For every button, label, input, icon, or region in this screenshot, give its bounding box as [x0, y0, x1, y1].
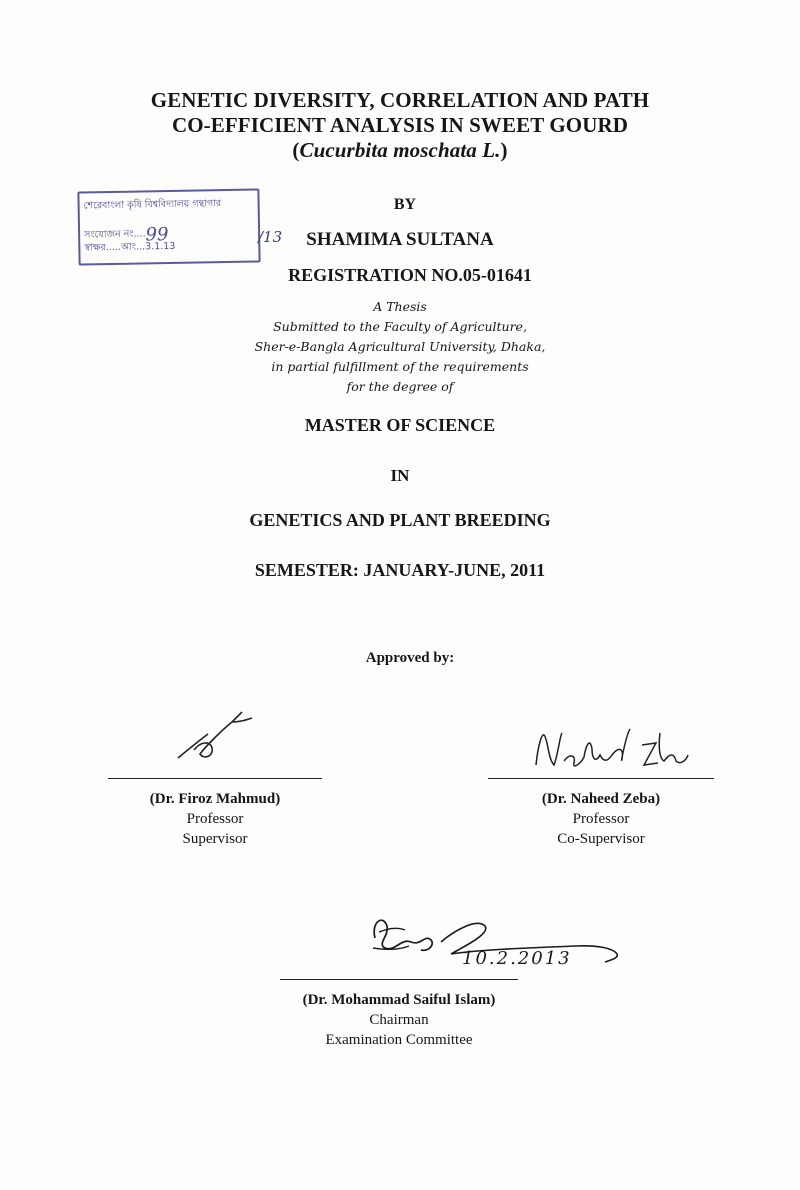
thesis-line-4: in partial fulfillment of the requirements: [271, 359, 529, 374]
signatory-name: (Dr. Mohammad Saiful Islam): [302, 992, 496, 1008]
thesis-line-5: for the degree of: [346, 379, 454, 394]
signatory-title: Professor: [572, 811, 630, 827]
library-stamp: [77, 188, 260, 265]
signature-line: [488, 778, 714, 779]
signatory-role: Supervisor: [182, 831, 248, 847]
scientific-name: Cucurbita moschata L.: [299, 138, 501, 162]
handwritten-date: 10.2.2013: [462, 948, 572, 969]
title-line-1: GENETIC DIVERSITY, CORRELATION AND PATH: [150, 88, 650, 112]
thesis-statement: [200, 297, 600, 397]
by-label: BY: [393, 196, 417, 213]
thesis-line-1: A Thesis: [373, 299, 427, 314]
stamp-line-3: স্বাক্ষর.....আং...3.1.13: [84, 240, 176, 254]
co-supervisor-signature: [530, 725, 690, 780]
signatory-supervisor: [108, 778, 322, 849]
thesis-line-3: Sher-e-Bangla Agricultural University, Dhaka,: [254, 339, 546, 354]
title-line-2: CO-EFFICIENT ANALYSIS IN SWEET GOURD: [171, 113, 628, 137]
stamp-line-2: সংযোজন নং....99: [84, 224, 169, 246]
signatory-title: Professor: [186, 811, 244, 827]
signatory-chairman: [280, 979, 518, 1050]
signatory-name: (Dr. Naheed Zeba): [541, 791, 661, 807]
signatory-role: Examination Committee: [325, 1032, 473, 1048]
thesis-line-2: Submitted to the Faculty of Agriculture,: [273, 319, 527, 334]
accession-number: 99: [145, 224, 169, 246]
stamp-tail: /13: [258, 228, 283, 246]
approved-by-label: Approved by:: [365, 650, 455, 666]
signatory-title: Chairman: [369, 1012, 429, 1028]
signature-line: [280, 979, 518, 980]
degree: MASTER OF SCIENCE: [304, 415, 496, 435]
supervisor-signature: [170, 700, 260, 770]
signatory-name: (Dr. Firoz Mahmud): [149, 791, 281, 807]
signatory-co-supervisor: [488, 778, 714, 849]
registration-number: REGISTRATION NO.05-01641: [288, 265, 532, 285]
stamp-line-1: শেরেবাংলা কৃষি বিশ্ববিদ্যালয় গন্থাগার: [83, 198, 222, 212]
author-name: SHAMIMA SULTANA: [306, 229, 494, 250]
semester: SEMESTER: JANUARY-JUNE, 2011: [254, 560, 546, 580]
signature-line: [108, 778, 322, 779]
scientific-name-line: (Cucurbita moschata L.): [292, 138, 508, 162]
signatory-role: Co-Supervisor: [557, 831, 645, 847]
in-label: IN: [390, 466, 410, 485]
subject: GENETICS AND PLANT BREEDING: [249, 510, 551, 530]
thesis-title: [0, 88, 800, 163]
